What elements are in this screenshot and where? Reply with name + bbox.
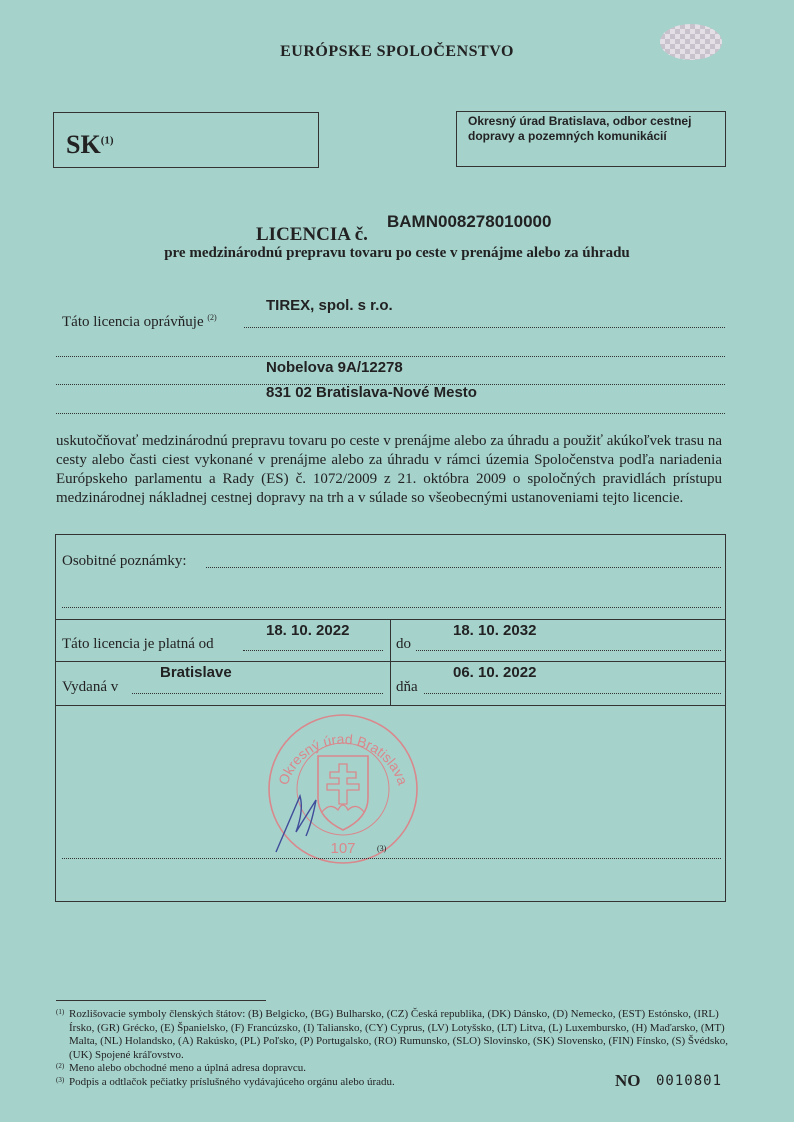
document-header: EURÓPSKE SPOLOČENSTVO (280, 43, 514, 60)
coat-of-arms-shield (318, 756, 368, 830)
footnote-3-text: Podpis a odtlačok pečiatky príslušného vydávajúceho orgánu alebo úradu. (69, 1075, 395, 1088)
valid-from-label: Táto licencia je platná od (62, 636, 214, 652)
signature-footnote: (3) (377, 844, 387, 853)
holder-label (62, 313, 217, 331)
country-code-text: SK (66, 130, 101, 159)
issued-in-label: Vydaná v (62, 679, 119, 695)
valid-to-value: 18. 10. 2032 (453, 622, 537, 639)
valid-from-dotted-line (243, 650, 383, 651)
valid-to-dotted-line (416, 650, 721, 651)
footnote-separator (56, 1000, 266, 1001)
license-title: LICENCIA č. (256, 224, 368, 245)
footnote-1 (56, 1008, 732, 1062)
country-code (66, 130, 114, 160)
issuing-office-line1: Okresný úrad Bratislava, odbor cestnej (468, 114, 692, 128)
footnote-3-number: (3) (56, 1075, 65, 1084)
official-stamp (266, 712, 420, 866)
issued-in-value: Bratislave (160, 664, 232, 681)
holder-dotted-line (244, 327, 725, 328)
license-number: BAMN008278010000 (387, 212, 552, 231)
holder-address-line2: 831 02 Bratislava-Nové Mesto (266, 384, 477, 401)
issue-date-dotted-line (424, 693, 721, 694)
valid-from-value: 18. 10. 2022 (266, 622, 350, 639)
valid-to-label: do (396, 636, 411, 652)
license-subtitle: pre medzinárodnú prepravu tovaru po ceste v prenájme alebo za úhradu (164, 245, 630, 261)
dotted-line (56, 356, 725, 357)
notes-dotted-line (206, 567, 721, 568)
license-body-text: uskutočňovať medzinárodnú prepravu tovaru po ceste v prenájme alebo za úhradu a použiť akúkoľvek trasu na cesty alebo časti ciest vykonané v prenájme alebo za úhradu v rámci územia Spoločenstva podľa nariadenia Európskeho parlamentu a Rady (ES) č. 1072/2009 z 21. októbra 2009 o spoločných pravidlách prístupu medzinárodnej nákladnej cestnej dopravy na trh a v súlade so všeobecnými ustanoveniami tejto licencie. (56, 433, 722, 506)
table-divider (55, 705, 726, 706)
holder-label-footnote: (2) (207, 313, 217, 322)
double-cross-icon (327, 764, 359, 804)
signature-dotted-line (62, 858, 721, 859)
footnote-1-text: Rozlišovacie symboly členských štátov: (B) Belgicko, (BG) Bulharsko, (CZ) Česká republika, (DK) Dánsko, (D) Nemecko, (EST) Estónsko, (IRL) Írsko, (GR) Grécko, (E) Španielsko, (F) Francúzsko, (I) Taliansko, (CY) Cyprus, (LV) Lotyšsko, (LT) Litva, (L) Luxembursko, (H) Maďarsko, (MT) Malta, (NL) Holandsko, (A) Rakúsko, (PL) Poľsko, (P) Portugalsko, (RO) Rumunsko, (SLO) Slovinsko, (SK) Slovensko, (FIN) Fínsko, (S) Švédsko, (UK) Spojené kráľovstvo. (69, 1008, 728, 1061)
notes-label: Osobitné poznámky: (62, 553, 187, 569)
issue-date-label: dňa (396, 679, 418, 695)
stamp-number: 107 (330, 840, 356, 857)
serial-number: 0010801 (656, 1073, 723, 1089)
holder-name: TIREX, spol. s r.o. (266, 297, 393, 314)
issue-date-value: 06. 10. 2022 (453, 664, 537, 681)
footnote-2-text: Meno alebo obchodné meno a úplná adresa dopravcu. (69, 1062, 307, 1074)
hills-icon (322, 805, 364, 812)
footnote-2-number: (2) (56, 1062, 65, 1070)
holder-address-line1: Nobelova 9A/12278 (266, 359, 403, 376)
holder-label-text: Táto licencia oprávňuje (62, 314, 204, 330)
issuing-office (468, 114, 718, 144)
signature (276, 796, 316, 852)
serial-label: NO (615, 1071, 641, 1090)
stamp-text: Okresný úrad Bratislava (274, 730, 412, 788)
table-divider (55, 661, 726, 662)
footnote-1-number: (1) (56, 1008, 65, 1016)
table-column-divider (390, 619, 391, 705)
country-code-footnote: (1) (100, 134, 114, 147)
dotted-line (56, 413, 725, 414)
issuing-office-line2: dopravy a pozemných komunikácií (468, 129, 667, 143)
notes-dotted-line (62, 607, 721, 608)
issued-in-dotted-line (132, 693, 383, 694)
